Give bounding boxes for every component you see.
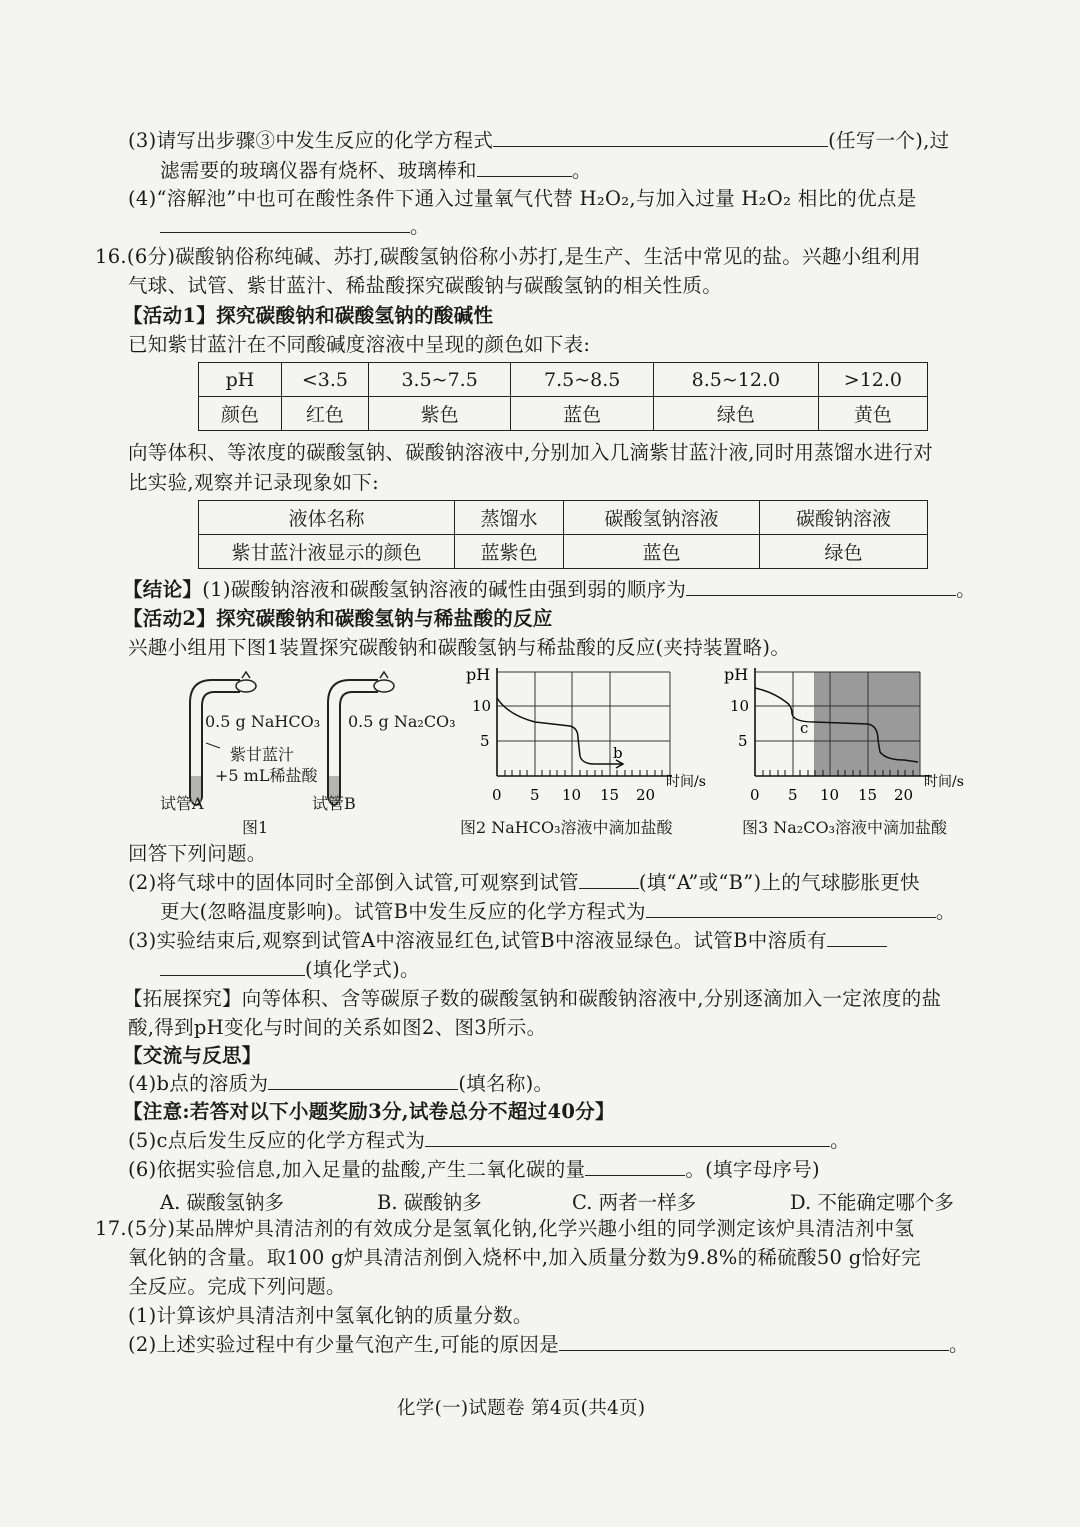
fig1-tube-a-label: 试管A — [160, 794, 204, 813]
q16-2-line1: (2)将气球中的固体同时全部倒入试管,可观察到试管 (填“A”或“B”)上的气球膨胀更快 — [128, 871, 920, 894]
activity-2-heading: 【活动2】探究碳酸钠和碳酸氢钠与稀盐酸的反应 — [123, 607, 553, 630]
observation-table — [198, 500, 928, 569]
page-footer: 化学(一)试题卷 第4页(共4页) — [397, 1398, 646, 1419]
x-tick-10: 10 — [562, 786, 582, 804]
option-c[interactable]: C. 两者一样多 — [572, 1191, 697, 1214]
answer-blank[interactable] — [686, 577, 956, 596]
answer-blank[interactable] — [160, 214, 410, 233]
table-cell: 绿色 — [760, 535, 928, 569]
y-tick-5: 5 — [480, 732, 490, 750]
q17-line1: 17.(5分)某品牌炉具清洁剂的有效成分是氢氧化钠,化学兴趣小组的同学测定该炉具清洁剂中氢 — [95, 1217, 915, 1240]
table-cell: 蒸馏水 — [455, 501, 564, 535]
q17-sub1: (1)计算该炉具清洁剂中氢氧化钠的质量分数。 — [128, 1304, 533, 1327]
y-tick-5: 5 — [738, 732, 748, 750]
table-cell: 蓝紫色 — [455, 535, 564, 569]
extension-line2: 酸,得到pH变化与时间的关系如图2、图3所示。 — [128, 1016, 547, 1039]
q15-4-line2: 。 — [160, 214, 430, 240]
figure-3-chart — [718, 660, 978, 810]
fig2-ylabel: pH — [466, 665, 491, 684]
x-tick-15: 15 — [858, 786, 878, 804]
table-row — [199, 397, 928, 431]
table-cell: >12.0 — [818, 363, 927, 397]
answer-blank[interactable] — [160, 957, 305, 976]
table-cell: 碳酸钠溶液 — [760, 501, 928, 535]
table-cell: 黄色 — [818, 397, 927, 431]
test-tube-b — [328, 672, 394, 805]
q15-3-line2: 滤需要的玻璃仪器有烧杯、玻璃棒和 。 — [160, 159, 592, 182]
answer-prompt: 回答下列问题。 — [128, 842, 267, 865]
table-cell: 红色 — [282, 397, 369, 431]
fig1-liquid-2: +5 mL稀盐酸 — [215, 766, 318, 785]
point-c-label: c — [800, 719, 809, 737]
table-row — [199, 535, 928, 569]
fig2-caption: 图2 NaHCO₃溶液中滴加盐酸 — [460, 818, 673, 837]
option-a[interactable]: A. 碳酸氢钠多 — [160, 1191, 284, 1214]
q16-2-line2: 更大(忽略温度影响)。试管B中发生反应的化学方程式为 。 — [160, 900, 956, 923]
conclusion-line: 【结论】(1)碳酸钠溶液和碳酸氢钠溶液的碱性由强到弱的顺序为 。 — [123, 578, 976, 601]
x-tick-20: 20 — [636, 786, 656, 804]
table-cell: 7.5~8.5 — [511, 363, 654, 397]
y-tick-10: 10 — [730, 697, 750, 715]
table-cell: 蓝色 — [564, 535, 760, 569]
q17-line3: 全反应。完成下列问题。 — [128, 1275, 346, 1298]
x-tick-5: 5 — [530, 786, 540, 804]
fig3-caption: 图3 Na₂CO₃溶液中滴加盐酸 — [742, 818, 947, 837]
known-info: 已知紫甘蓝汁在不同酸碱度溶液中呈现的颜色如下表: — [128, 333, 591, 356]
answer-blank[interactable] — [585, 1157, 685, 1176]
fig3-ylabel: pH — [724, 665, 749, 684]
answer-blank[interactable] — [579, 870, 639, 889]
q16-3-line1: (3)实验结束后,观察到试管A中溶液显红色,试管B中溶液显绿色。试管B中溶质有 — [128, 928, 887, 954]
answer-blank[interactable] — [268, 1071, 458, 1090]
answer-blank[interactable] — [827, 928, 887, 947]
table-cell: 紫甘蓝汁液显示的颜色 — [199, 535, 455, 569]
extension-line1: 【拓展探究】向等体积、含等碳原子数的碳酸氢钠和碳酸钠溶液中,分别逐滴加入一定浓度的盐 — [123, 987, 942, 1010]
q15-3-line1: (3)请写出步骤③中发生反应的化学方程式 (任写一个),过 — [128, 129, 950, 152]
table-row — [199, 363, 928, 397]
fig1-liquid-1: 紫甘蓝汁 — [230, 745, 295, 764]
option-d[interactable]: D. 不能确定哪个多 — [790, 1191, 954, 1214]
fig1-label-na2co3: 0.5 g Na₂CO₃ — [348, 712, 456, 731]
q17-line2: 氧化钠的含量。取100 g炉具清洁剂倒入烧杯中,加入质量分数为9.8%的稀硫酸50 g恰好完 — [128, 1246, 921, 1269]
table-cell: 3.5~7.5 — [368, 363, 511, 397]
table-cell: 紫色 — [368, 397, 511, 431]
answer-blank[interactable] — [646, 899, 936, 918]
activity-2-desc: 兴趣小组用下图1装置探究碳酸钠和碳酸氢钠与稀盐酸的反应(夹持装置略)。 — [128, 636, 791, 659]
experiment-desc-2: 比实验,观察并记录现象如下: — [128, 471, 379, 494]
table-row — [199, 501, 928, 535]
x-tick-15: 15 — [600, 786, 620, 804]
fig1-tube-b-label: 试管B — [312, 794, 356, 813]
x-tick-5: 5 — [788, 786, 798, 804]
fig3-xlabel: 时间/s — [924, 774, 964, 790]
q17-sub2: (2)上述实验过程中有少量气泡产生,可能的原因是 。 — [128, 1333, 969, 1356]
q15-4-line1: (4)“溶解池”中也可在酸性条件下通入过量氧气代替 H₂O₂,与加入过量 H₂O₂ 相比的优点是 — [128, 187, 917, 210]
x-tick-20: 20 — [894, 786, 914, 804]
q16-intro-2: 气球、试管、紫甘蓝汁、稀盐酸探究碳酸钠与碳酸氢钠的相关性质。 — [128, 274, 723, 297]
answer-blank[interactable] — [559, 1332, 949, 1351]
table-cell: pH — [199, 363, 282, 397]
ph-curve-nahco3 — [497, 698, 610, 764]
table-cell: <3.5 — [282, 363, 369, 397]
fig1-label-nahco3: 0.5 g NaHCO₃ — [205, 712, 321, 731]
table-cell: 碳酸氢钠溶液 — [564, 501, 760, 535]
activity-1-heading: 【活动1】探究碳酸钠和碳酸氢钠的酸碱性 — [123, 304, 494, 327]
bonus-note: 【注意:若答对以下小题奖励3分,试卷总分不超过40分】 — [123, 1100, 615, 1123]
x-tick-0: 0 — [492, 786, 502, 804]
q16-intro-1: 16.(6分)碳酸钠俗称纯碱、苏打,碳酸氢钠俗称小苏打,是生产、生活中常见的盐。兴趣小组利用 — [95, 245, 921, 268]
point-b-label: b — [613, 744, 623, 762]
table-cell: 绿色 — [653, 397, 818, 431]
table-cell: 颜色 — [199, 397, 282, 431]
fig1-caption: 图1 — [242, 818, 269, 837]
reflection-heading: 【交流与反思】 — [123, 1044, 262, 1067]
table-cell: 8.5~12.0 — [653, 363, 818, 397]
figure-2-chart — [460, 660, 710, 810]
ph-color-table — [198, 362, 928, 431]
fig2-xlabel: 时间/s — [666, 774, 706, 790]
answer-blank[interactable] — [477, 158, 572, 177]
q16-6-line: (6)依据实验信息,加入足量的盐酸,产生二氧化碳的量 。(填字母序号) — [128, 1158, 820, 1181]
table-cell: 液体名称 — [199, 501, 455, 535]
x-tick-10: 10 — [820, 786, 840, 804]
q16-4-line: (4)b点的溶质为 (填名称)。 — [128, 1072, 554, 1095]
x-tick-0: 0 — [750, 786, 760, 804]
q16-5-line: (5)c点后发生反应的化学方程式为 。 — [128, 1129, 850, 1152]
q16-3-line2: (填化学式)。 — [160, 957, 420, 983]
answer-blank[interactable] — [493, 128, 828, 147]
option-b[interactable]: B. 碳酸钠多 — [377, 1191, 482, 1214]
answer-blank[interactable] — [425, 1128, 830, 1147]
table-cell: 蓝色 — [511, 397, 654, 431]
y-tick-10: 10 — [472, 697, 492, 715]
experiment-desc-1: 向等体积、等浓度的碳酸氢钠、碳酸钠溶液中,分别加入几滴紫甘蓝汁液,同时用蒸馏水进行对 — [128, 441, 933, 464]
